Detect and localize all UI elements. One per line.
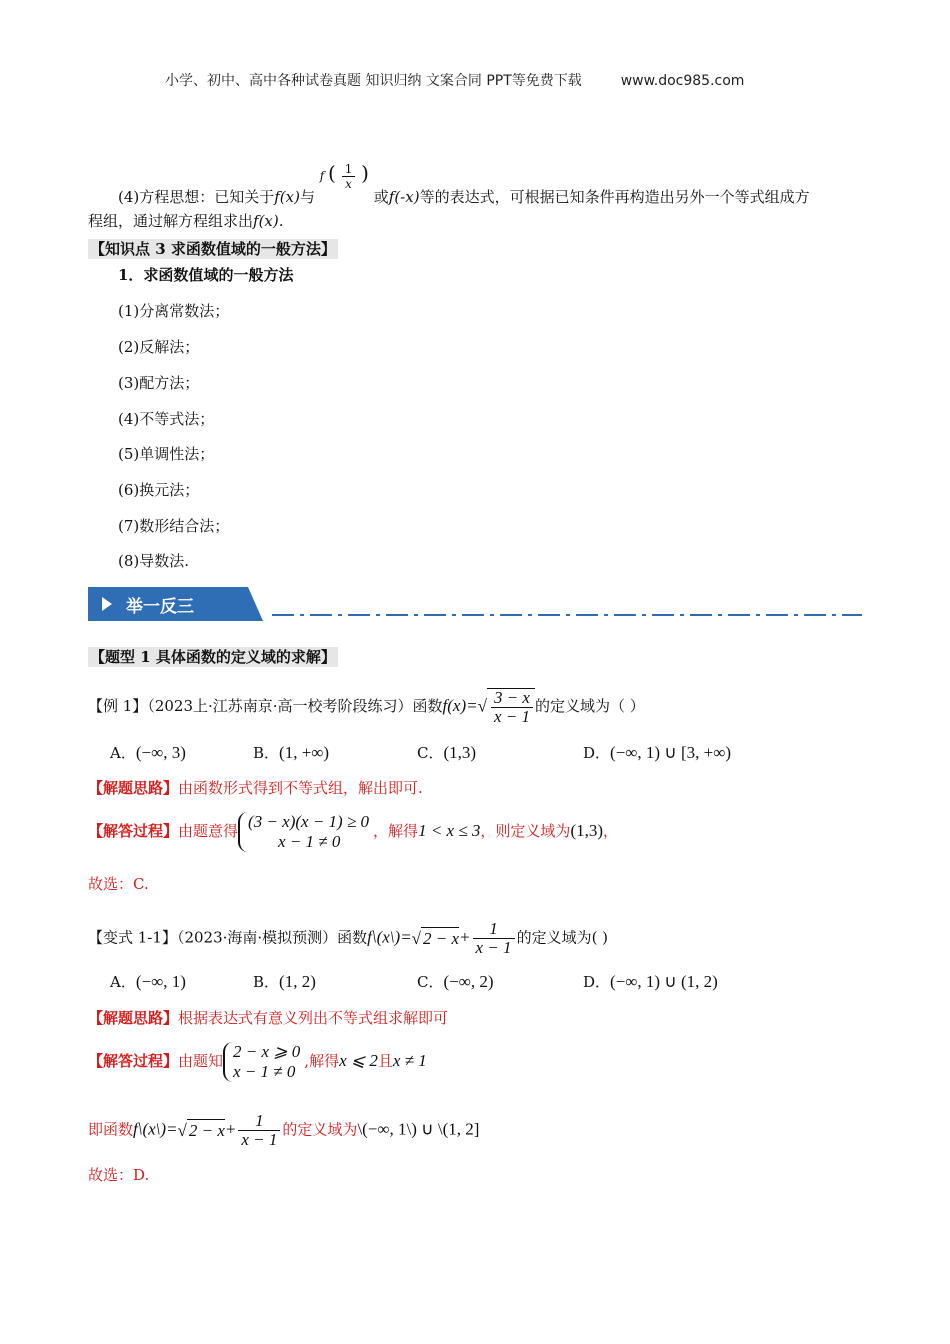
example1-option-d: D．(−∞, 1) ∪ [3, +∞) (583, 743, 732, 762)
variant1-process: 【解答过程】由题知 2 − x ⩾ 0 x − 1 ≠ 0 ,解得x ⩽ 2且x ≠ 1 (88, 1042, 427, 1081)
header-text: 小学、初中、高中各种试卷真题 知识归纳 文案合同 PPT等免费下载 (165, 73, 582, 89)
method-item: (6)换元法； (118, 481, 200, 499)
banner-dashed-divider (272, 614, 862, 616)
variant1-question: 【变式 1-1】（2023·海南·模拟预测）函数f\(x\)=√ 2 − x+ $\frac{1}{x - 1}$ 的定义域为( ) (88, 919, 609, 957)
variant1-idea: 【解题思路】根据表达式有意义列出不等式组求解即可 (88, 1009, 449, 1027)
kp3-subtitle: 1．求函数值域的一般方法 (118, 266, 294, 284)
banner-label: 举一反三 (126, 597, 194, 617)
method4-line1: (4)方程思想：已知关于f(x)与 f ( $\frac{1}{x}$ ) 或f(-x)等的表达式，可根据已知条件再构造出另外一个等式组成方 (118, 161, 810, 206)
method-item: (5)单调性法； (118, 445, 215, 463)
kp3-title: 【知识点 3 求函数值域的一般方法】 (90, 240, 336, 258)
method-item: (7)数形结合法； (118, 517, 230, 535)
method-item: (2)反解法； (118, 338, 200, 356)
inequality-system: (3 − x)(x − 1) ≥ 0 x − 1 ≠ 0 (238, 812, 373, 852)
sqrt-fraction: √ $\frac{3 - x}{x - 1}$ (478, 688, 535, 726)
inequality-system: 2 − x ⩾ 0 x − 1 ≠ 0 (223, 1042, 304, 1082)
header-url[interactable]: www.doc985.com (620, 73, 745, 89)
method-item: (4)不等式法； (118, 410, 215, 428)
example1-process: 【解答过程】由题意得 (3 − x)(x − 1) ≥ 0 x − 1 ≠ 0 ，解得1 < x ≤ 3，则定义域为(1,3)， (88, 812, 619, 851)
example1-option-a: A．(−∞, 3) (110, 743, 186, 762)
example1-question: 【例 1】（2023上·江苏南京·高一校考阶段练习）函数f(x)=√ $\frac{3 - x}{x - 1}$ 的定义域为（ ） (88, 688, 645, 726)
method-item: (8)导数法. (118, 552, 190, 570)
method-item: (3)配方法； (118, 374, 200, 392)
example1-option-b: B．(1, +∞) (253, 743, 330, 762)
variant1-option-d: D．(−∞, 1) ∪ (1, 2) (583, 972, 718, 991)
site-header (165, 70, 744, 90)
example1-option-c: C．(1,3) (417, 743, 477, 762)
variant1-result: 即函数f\(x\)=√ 2 − x+ $\frac{1}{x - 1}$ 的定义域为\(−∞, 1\) ∪ \(1, 2] (88, 1111, 480, 1149)
example1-idea: 【解题思路】由函数形式得到不等式组，解出即可. (88, 779, 423, 797)
method-item: (1)分离常数法； (118, 302, 230, 320)
variant1-option-a: A．(−∞, 1) (110, 972, 186, 991)
section-banner (88, 587, 263, 621)
method4-line2: 程组，通过解方程组求出f(x). (88, 212, 284, 230)
type1-title: 【题型 1 具体函数的定义域的求解】 (90, 648, 336, 666)
frac-f-one-over-x: f ( $\frac{1}{x}$ ) (319, 161, 369, 191)
variant1-option-b: B．(1, 2) (253, 972, 316, 991)
variant1-answer: 故选：D. (88, 1166, 150, 1184)
example1-answer: 故选：C. (88, 875, 149, 893)
variant1-option-c: C．(−∞, 2) (417, 972, 494, 991)
